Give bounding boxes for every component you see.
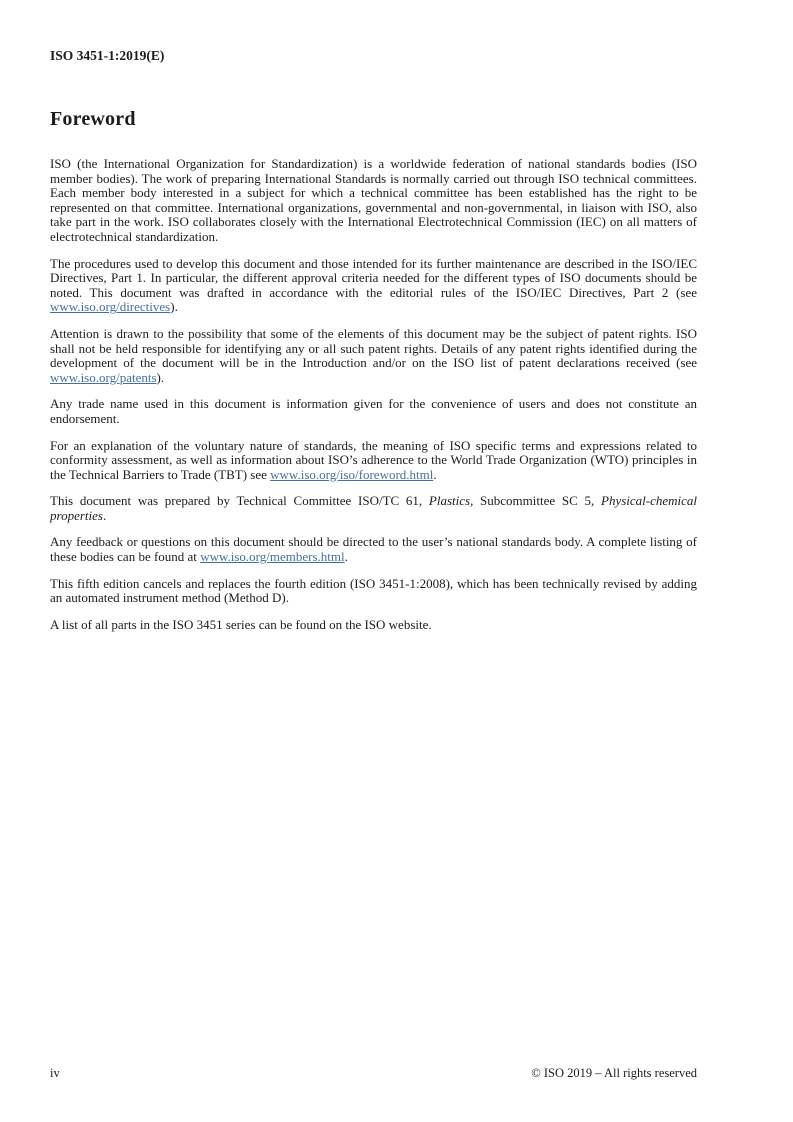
text-segment: For an explanation of the voluntary nature of standards, the meaning of ISO specific terms and expressions related to conformity assessment, as well as information about ISO’s adherence to the World Trade Organization (WTO) principles in the Technical Barriers to Trade (TBT) see	[50, 437, 697, 482]
paragraph	[50, 618, 697, 633]
text-segment: ISO (the International Organization for Standardization) is a worldwide federation of national standards bodies (ISO member bodies). The work of preparing International Standards is normally carried out through ISO technical committees. Each member body interested in a subject for which a technical committee has been established has the right to be represented on that committee. International organizations, governmental and non-governmental, in liaison with ISO, also take part in the work. ISO collaborates closely with the International Electrotechnical Commission (IEC) on all matters of electrotechnical standardization.	[50, 156, 697, 244]
text-segment: Any feedback or questions on this document should be directed to the user’s national standards body. A complete listing of these bodies can be found at	[50, 534, 697, 565]
text-segment: ).	[170, 299, 178, 315]
paragraph	[50, 439, 697, 483]
paragraph	[50, 535, 697, 564]
text-segment: Subcommittee SC 5,	[473, 493, 601, 509]
text-segment: Plastics,	[428, 493, 474, 509]
text-segment: Physical-chemical properties	[50, 493, 698, 523]
paragraphs	[50, 157, 697, 632]
hyperlink[interactable]: www.iso.org/directives	[50, 299, 171, 315]
text-segment: .	[102, 507, 107, 523]
hyperlink[interactable]: www.iso.org/iso/foreword.html	[270, 466, 434, 482]
text-segment: A list of all parts in the ISO 3451 series can be found on the ISO website.	[50, 616, 432, 632]
copyright-notice: © ISO 2019 – All rights reserved	[531, 1066, 697, 1080]
text-segment: Any trade name used in this document is information given for the convenience of users and does not constitute an endorsement.	[50, 396, 697, 426]
page-title: Foreword	[50, 108, 136, 130]
paragraph	[50, 494, 697, 523]
text-segment: Attention is drawn to the possibility that some of the elements of this document may be the subject of patent rights. ISO shall not be held responsible for identifying any or all such patent rights. Details of any patent rights identified during the development of the document will be in the Introduction and/or on the ISO list of patent declarations received (see	[50, 325, 697, 371]
text-segment: .	[433, 466, 437, 482]
page-content	[50, 48, 697, 644]
hyperlink[interactable]: www.iso.org/patents	[50, 369, 157, 385]
page-footer	[50, 1066, 697, 1081]
text-segment: .	[344, 549, 348, 565]
paragraph	[50, 397, 697, 426]
text-segment: This document was prepared by Technical Committee ISO/TC 61,	[50, 493, 429, 509]
page-number: iv	[50, 1066, 60, 1080]
paragraph	[50, 327, 697, 385]
paragraph	[50, 157, 697, 245]
hyperlink[interactable]: www.iso.org/members.html	[200, 549, 345, 565]
paragraph	[50, 577, 697, 606]
paragraph	[50, 257, 697, 315]
text-segment: ).	[156, 369, 165, 385]
document-id-header: ISO 3451-1:2019(E)	[50, 48, 165, 63]
text-segment: This fifth edition cancels and replaces the fourth edition (ISO 3451-1:2008), which has been technically revised by adding an automated instrument method (Method D).	[50, 575, 697, 606]
text-segment: The procedures used to develop this document and those intended for its further maintenance are described in the ISO/IEC Directives, Part 1. In particular, the different approval criteria needed for the different types of ISO documents should be noted. This document was drafted in accordance with the editorial rules of the ISO/IEC Directives, Part 2 (see	[50, 255, 697, 300]
